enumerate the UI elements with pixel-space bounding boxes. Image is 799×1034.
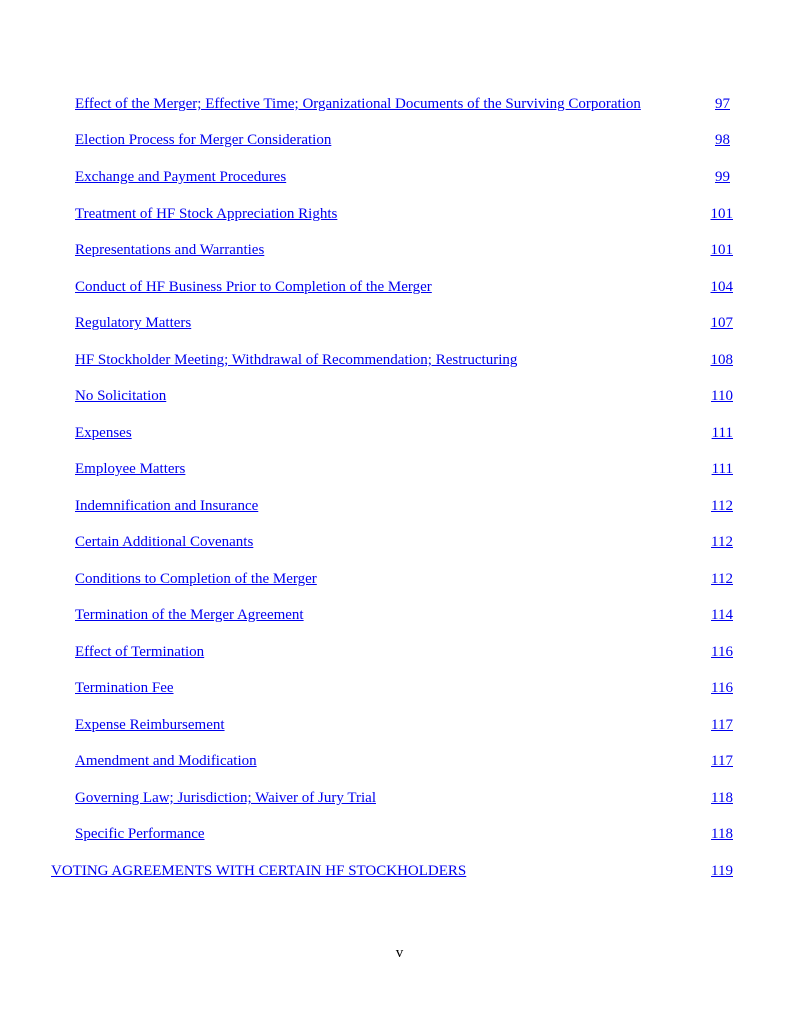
toc-entry-title-link[interactable]: Expenses	[75, 425, 132, 441]
toc-entry-title-link[interactable]: HF Stockholder Meeting; Withdrawal of Recommendation; Restructuring	[75, 352, 518, 368]
toc-entry-title-link[interactable]: Conditions to Completion of the Merger	[75, 571, 317, 587]
toc-entry[interactable]	[0, 92, 799, 116]
toc-entry-page-link[interactable]: 108	[710, 352, 733, 368]
toc-entry-page-link[interactable]: 110	[711, 388, 733, 404]
toc-section-entry[interactable]	[0, 859, 799, 883]
toc-entry-title-link[interactable]: Expense Reimbursement	[75, 717, 225, 733]
toc-entry-page-link[interactable]: 107	[710, 315, 733, 331]
toc-entry-page-link[interactable]: 111	[711, 425, 733, 441]
toc-entry[interactable]	[0, 676, 799, 700]
toc-entry[interactable]	[0, 238, 799, 262]
toc-entry-title-link[interactable]: Certain Additional Covenants	[75, 534, 254, 550]
toc-entry[interactable]	[0, 749, 799, 773]
toc-entry-title-link[interactable]: Termination of the Merger Agreement	[75, 607, 304, 623]
toc-entry[interactable]	[0, 603, 799, 627]
toc-entry[interactable]	[0, 421, 799, 445]
toc-entry-page-link[interactable]: 98	[715, 132, 730, 148]
toc-entry[interactable]	[0, 202, 799, 226]
toc-entry-title-link[interactable]: No Solicitation	[75, 388, 167, 404]
toc-entry[interactable]	[0, 786, 799, 810]
toc-entry[interactable]	[0, 713, 799, 737]
toc-entry-page-link[interactable]: 114	[711, 607, 733, 623]
toc-entry[interactable]	[0, 348, 799, 372]
page-number: v	[395, 945, 404, 961]
toc-entry[interactable]	[0, 457, 799, 481]
toc-entry-title-link[interactable]: Treatment of HF Stock Appreciation Rights	[75, 206, 338, 222]
toc-entry-page-link[interactable]: 101	[710, 242, 733, 258]
toc-entry[interactable]	[0, 275, 799, 299]
toc-entry[interactable]	[0, 494, 799, 518]
toc-entry-page-link[interactable]: 112	[711, 498, 733, 514]
toc-entry[interactable]	[0, 384, 799, 408]
toc-entry-title-link[interactable]: Effect of Termination	[75, 644, 205, 660]
toc-entry-title-link[interactable]: Amendment and Modification	[75, 753, 257, 769]
toc-entry-title-link[interactable]: Regulatory Matters	[75, 315, 192, 331]
toc-entry-page-link[interactable]: 117	[711, 753, 733, 769]
toc-entry[interactable]	[0, 165, 799, 189]
toc-entry-title-link[interactable]: Termination Fee	[75, 680, 174, 696]
toc-section-page-link[interactable]: 119	[711, 863, 733, 879]
toc-entry-title-link[interactable]: Governing Law; Jurisdiction; Waiver of Jury Trial	[75, 790, 376, 806]
toc-entry-page-link[interactable]: 112	[711, 571, 733, 587]
toc-entry-title-link[interactable]: Exchange and Payment Procedures	[75, 169, 287, 185]
toc-entry-title-link[interactable]: Representations and Warranties	[75, 242, 265, 258]
toc-entry-page-link[interactable]: 97	[715, 96, 730, 112]
toc-entry[interactable]	[0, 530, 799, 554]
toc-entry[interactable]	[0, 311, 799, 335]
toc-entry-title-link[interactable]: Effect of the Merger; Effective Time; Organizational Documents of the Surviving Corporation	[75, 96, 641, 112]
toc-entry-title-link[interactable]: Election Process for Merger Consideration	[75, 132, 332, 148]
toc-section-title-link[interactable]: VOTING AGREEMENTS WITH CERTAIN HF STOCKHOLDERS	[51, 863, 467, 879]
toc-entry-title-link[interactable]: Indemnification and Insurance	[75, 498, 259, 514]
toc-entry-page-link[interactable]: 99	[715, 169, 730, 185]
toc-entry-page-link[interactable]: 118	[711, 790, 733, 806]
toc-entry-title-link[interactable]: Conduct of HF Business Prior to Completion of the Merger	[75, 279, 432, 295]
toc-entry[interactable]	[0, 128, 799, 152]
toc-entry-page-link[interactable]: 116	[711, 644, 733, 660]
toc-entry-page-link[interactable]: 104	[710, 279, 733, 295]
toc-entry-page-link[interactable]: 116	[711, 680, 733, 696]
toc-entry-page-link[interactable]: 101	[710, 206, 733, 222]
toc-entry-page-link[interactable]: 118	[711, 826, 733, 842]
toc-entry-title-link[interactable]: Specific Performance	[75, 826, 205, 842]
toc-entry-page-link[interactable]: 112	[711, 534, 733, 550]
toc-entry-title-link[interactable]: Employee Matters	[75, 461, 186, 477]
toc-entry[interactable]	[0, 640, 799, 664]
toc-entry-page-link[interactable]: 111	[711, 461, 733, 477]
toc-entry-page-link[interactable]: 117	[711, 717, 733, 733]
toc-entry[interactable]	[0, 822, 799, 846]
toc-entry[interactable]	[0, 567, 799, 591]
